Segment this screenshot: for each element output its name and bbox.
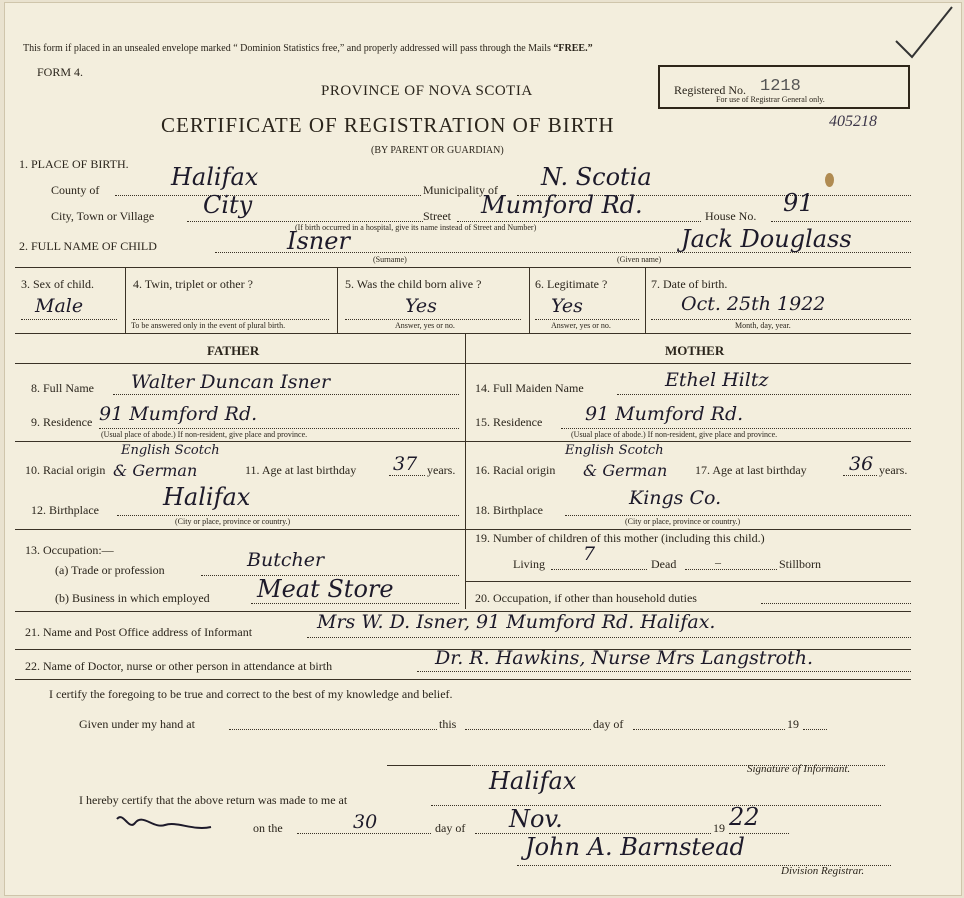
mother-residence-value: 91 Mumford Rd. <box>585 403 744 425</box>
mother-years-label: years. <box>879 463 908 477</box>
hospital-note: (If birth occurred in a hospital, give its name instead of Street and Number) <box>295 223 537 232</box>
sex-value: Male <box>35 295 84 317</box>
registration-month-value: Nov. <box>509 805 563 833</box>
city-label: City, Town or Village <box>51 209 155 223</box>
day-of-label: day of <box>593 717 624 731</box>
legitimate-value: Yes <box>551 295 583 317</box>
mother-birthplace-value: Kings Co. <box>629 487 722 509</box>
surname-caption: (Surname) <box>373 255 407 264</box>
child-surname-value: Isner <box>287 227 350 255</box>
father-name-value: Walter Duncan Isner <box>131 371 331 393</box>
mother-birthplace-label: 18. Birthplace <box>475 503 543 517</box>
attendant-value: Dr. R. Hawkins, Nurse Mrs Langstroth. <box>435 647 813 669</box>
attendant-label: 22. Name of Doctor, nurse or other person in attendance at birth <box>25 659 333 673</box>
born-alive-value: Yes <box>405 295 437 317</box>
date-of-birth-value: Oct. 25th 1922 <box>681 293 826 315</box>
informant-label: 21. Name and Post Office address of Informant <box>25 625 253 639</box>
date-of-birth-label: 7. Date of birth. <box>651 277 728 291</box>
trade-value: Butcher <box>247 549 325 571</box>
informant-value: Mrs W. D. Isner, 91 Mumford Rd. Halifax. <box>317 611 716 633</box>
registrar-initials-mark <box>113 809 217 839</box>
child-name-label: 2. FULL NAME OF CHILD <box>19 239 157 253</box>
registrar-place-value: Halifax <box>489 767 577 795</box>
father-racial-origin-value-2: & German <box>113 461 198 480</box>
father-age-label: 11. Age at last birthday <box>245 463 357 477</box>
mother-racial-origin-value-1: English Scotch <box>565 443 664 458</box>
business-label: (b) Business in which employed <box>55 591 210 605</box>
father-racial-origin-label: 10. Racial origin <box>25 463 106 477</box>
father-residence-label: 9. Residence <box>31 415 93 429</box>
mother-heading: MOTHER <box>665 343 725 358</box>
registrar-signature-value: John A. Barnstead <box>525 833 745 861</box>
house-number-label: House No. <box>705 209 757 223</box>
father-age-value: 37 <box>393 453 418 475</box>
dead-value: – <box>715 555 721 569</box>
informant-signature-caption: Signature of Informant. <box>747 763 851 775</box>
form-number: FORM 4. <box>37 65 84 79</box>
year-prefix-label: 19 <box>787 717 799 731</box>
father-years-label: years. <box>427 463 456 477</box>
father-residence-value: 91 Mumford Rd. <box>99 403 258 425</box>
father-heading: FATHER <box>207 343 260 358</box>
mother-name-value: Ethel Hiltz <box>665 369 769 391</box>
registration-year-value: 22 <box>729 803 760 831</box>
mother-age-value: 36 <box>849 453 874 475</box>
plural-birth-note: To be answered only in the event of plural birth. <box>131 321 286 330</box>
margin-number: 405218 <box>829 113 877 130</box>
registrar-statement: I hereby certify that the above return was made to me at <box>79 793 348 807</box>
stillborn-label: Stillborn <box>779 557 822 571</box>
trade-label: (a) Trade or profession <box>55 563 165 577</box>
mother-racial-origin-value-2: & German <box>583 461 668 480</box>
house-number-value: 91 <box>783 189 814 217</box>
city-value: City <box>203 191 253 219</box>
business-value: Meat Store <box>257 575 394 603</box>
postal-notice: This form if placed in an unsealed envelope marked “ Dominion Statistics free,” and properly addressed will pass through the Mails “FREE.” <box>23 43 593 54</box>
dead-label: Dead <box>651 557 677 571</box>
given-name-caption: (Given name) <box>617 255 662 264</box>
free-label: “FREE.” <box>553 43 593 54</box>
province-heading: PROVINCE OF NOVA SCOTIA <box>321 83 533 99</box>
father-birthplace-label: 12. Birthplace <box>31 503 99 517</box>
year-prefix-label-2: 19 <box>713 821 725 835</box>
mother-residence-note: (Usual place of abode.) If non-resident, give place and province. <box>571 430 778 439</box>
county-label: County of <box>51 183 100 197</box>
living-value: 7 <box>583 543 596 565</box>
registrar-general-note: For use of Registrar General only. <box>716 95 825 104</box>
father-birthplace-note: (City or place, province or country.) <box>175 517 291 526</box>
sex-label: 3. Sex of child. <box>21 277 94 291</box>
registered-value: 1218 <box>760 77 801 96</box>
mother-name-label: 14. Full Maiden Name <box>475 381 584 395</box>
registered-number-box <box>658 65 910 109</box>
on-the-label: on the <box>253 821 283 835</box>
given-under-hand-label: Given under my hand at <box>79 717 195 731</box>
child-given-name-value: Jack Douglass <box>681 225 852 253</box>
certificate-subtitle: (BY PARENT OR GUARDIAN) <box>371 145 504 156</box>
certification-statement: I certify the foregoing to be true and correct to the best of my knowledge and belief. <box>49 687 453 701</box>
father-birthplace-value: Halifax <box>163 483 251 511</box>
county-value: Halifax <box>171 163 259 191</box>
municipality-label: Municipality of <box>423 183 498 197</box>
municipality-value: N. Scotia <box>541 163 652 191</box>
place-of-birth-label: 1. PLACE OF BIRTH. <box>19 157 129 171</box>
street-label: Street <box>423 209 451 223</box>
ink-stain <box>825 173 834 187</box>
mother-occupation-label: 20. Occupation, if other than household duties <box>475 591 697 605</box>
legitimate-note: Answer, yes or no. <box>551 321 611 330</box>
plural-birth-label: 4. Twin, triplet or other ? <box>133 277 253 291</box>
mother-age-label: 17. Age at last birthday <box>695 463 807 477</box>
registered-label: Registered No. <box>674 83 746 97</box>
date-of-birth-note: Month, day, year. <box>735 321 791 330</box>
father-name-label: 8. Full Name <box>31 381 94 395</box>
father-racial-origin-value-1: English Scotch <box>121 443 220 458</box>
father-residence-note: (Usual place of abode.) If non-resident, give place and province. <box>101 430 308 439</box>
mother-residence-label: 15. Residence <box>475 415 543 429</box>
certificate-title: CERTIFICATE OF REGISTRATION OF BIRTH <box>161 113 615 137</box>
this-label: this <box>439 717 457 731</box>
registration-day-value: 30 <box>353 811 378 833</box>
living-label: Living <box>513 557 545 571</box>
occupation-label: 13. Occupation:— <box>25 543 114 557</box>
children-count-label: 19. Number of children of this mother (including this child.) <box>475 531 765 545</box>
born-alive-note: Answer, yes or no. <box>395 321 455 330</box>
born-alive-label: 5. Was the child born alive ? <box>345 277 482 291</box>
legitimate-label: 6. Legitimate ? <box>535 277 608 291</box>
day-of-label-2: day of <box>435 821 466 835</box>
birth-certificate <box>4 2 962 896</box>
division-registrar-caption: Division Registrar. <box>781 865 865 877</box>
mother-birthplace-note: (City or place, province or country.) <box>625 517 741 526</box>
mother-racial-origin-label: 16. Racial origin <box>475 463 556 477</box>
street-value: Mumford Rd. <box>481 191 643 219</box>
check-mark-icon <box>890 5 956 65</box>
